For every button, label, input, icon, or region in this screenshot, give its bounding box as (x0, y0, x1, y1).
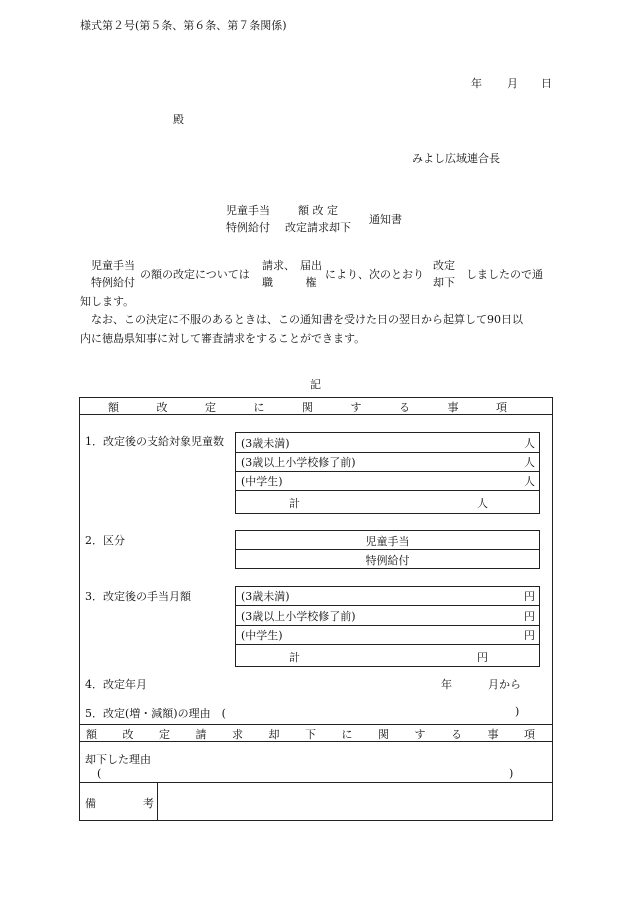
body-notification-1: 届出 (300, 259, 322, 272)
body-request-2: 職 (262, 276, 273, 289)
item5-label: 5．改定(増・減額)の理由 ( (85, 707, 226, 720)
section2-top-divider (79, 724, 553, 725)
title-allowance (226, 202, 270, 236)
section2-header: 額 改 定 請 求 却 下 に 関 す る 事 項 (86, 728, 546, 741)
body-decision-2: 却下 (433, 276, 455, 289)
item1-total-label: 計 (289, 497, 300, 510)
item3-total-unit: 円 (477, 651, 488, 664)
item3-row-unit: 円 (524, 628, 535, 642)
body-request-1: 請求、 (262, 259, 295, 272)
title-type-bottom: 改定請求却下 (285, 221, 351, 234)
form-number: 様式第２号(第５条、第６条、第７条関係) (80, 19, 287, 32)
item3-row-unit: 円 (524, 590, 535, 603)
date-month: 月 (507, 77, 518, 90)
body-decision (433, 257, 455, 291)
item3-row (235, 625, 540, 644)
item3-total-label: 計 (289, 651, 300, 664)
body-request (262, 257, 295, 291)
item1-row-unit: 人 (524, 455, 535, 469)
item1-row (235, 433, 540, 452)
item3-row (235, 587, 540, 605)
rejection-reason-label: 却下した理由 (85, 753, 151, 766)
date-year: 年 (471, 77, 482, 90)
item4-year: 年 (441, 678, 452, 691)
body-phrase-2: により、次のとおり (325, 268, 424, 281)
ki-label: 記 (310, 378, 321, 391)
title-type (285, 202, 351, 236)
item1-row-unit: 人 (524, 474, 535, 488)
item2-divider (235, 549, 540, 550)
remarks-label-2: 考 (143, 797, 154, 810)
item1-row-label: (中学生) (241, 474, 283, 488)
body-notification-2: 権 (305, 276, 317, 289)
body-allowance-1: 児童手当 (91, 259, 135, 272)
item1-divider-3 (235, 490, 540, 491)
item3-row-unit: 円 (524, 609, 535, 623)
item1-row-unit: 人 (524, 436, 535, 450)
body-phrase-3: しましたので通 (466, 268, 543, 281)
item4-month: 月から (488, 678, 521, 691)
item2-option-child-allowance: 児童手当 (365, 535, 410, 548)
body-allowance-2: 特例給付 (91, 276, 135, 289)
item3-row-label: (3歳以上小学校修了前) (241, 609, 356, 623)
item2-label: 2．区分 (85, 534, 125, 547)
date-day: 日 (541, 77, 552, 90)
remarks-column-divider (157, 782, 158, 820)
title-allowance-1: 児童手当 (226, 204, 270, 217)
item1-row (235, 471, 540, 490)
addressee-suffix: 殿 (173, 113, 184, 126)
rejection-reason-close-paren: ) (509, 767, 514, 780)
item1-row (235, 452, 540, 471)
item1-total-unit: 人 (477, 497, 488, 510)
body-phrase-1: の額の改定については (140, 268, 250, 281)
item1-label: 1．改定後の支給対象児童数 (85, 435, 224, 448)
body-notification (300, 257, 322, 291)
section1-header: 額 改 定 に 関 す る 事 項 (108, 401, 524, 414)
item1-row-label: (3歳未満) (241, 436, 290, 450)
item3-row (235, 606, 540, 625)
title-allowance-2: 特例給付 (226, 221, 270, 234)
body-para2-line2: 内に徳島県知事に対して審査請求をすることができます。 (80, 332, 366, 345)
body-allowance (91, 257, 135, 291)
remarks-label-1: 備 (85, 797, 96, 810)
body-decision-1: 改定 (433, 259, 455, 272)
item3-row-label: (3歳未満) (241, 590, 290, 603)
body-line-2: 知します。 (80, 295, 135, 308)
item3-divider-3 (235, 644, 540, 645)
title-type-top: 額 改 定 (298, 204, 338, 217)
item5-close-paren: ) (515, 705, 520, 718)
title-document: 通知書 (369, 213, 402, 226)
item2-option-special-benefit: 特例給付 (365, 554, 410, 567)
issuer-name: みよし広域連合長 (412, 152, 500, 165)
rejection-reason-open-paren: ( (97, 767, 102, 780)
remarks-divider (79, 782, 553, 783)
item3-row-label: (中学生) (241, 628, 283, 642)
body-para2-line1: なお、この決定に不服のあるときは、この通知書を受けた日の翌日から起算して90日以 (91, 313, 523, 326)
item1-row-label: (3歳以上小学校修了前) (241, 455, 356, 469)
item3-label: 3．改定後の手当月額 (85, 590, 191, 603)
item4-label: 4．改定年月 (85, 678, 147, 691)
